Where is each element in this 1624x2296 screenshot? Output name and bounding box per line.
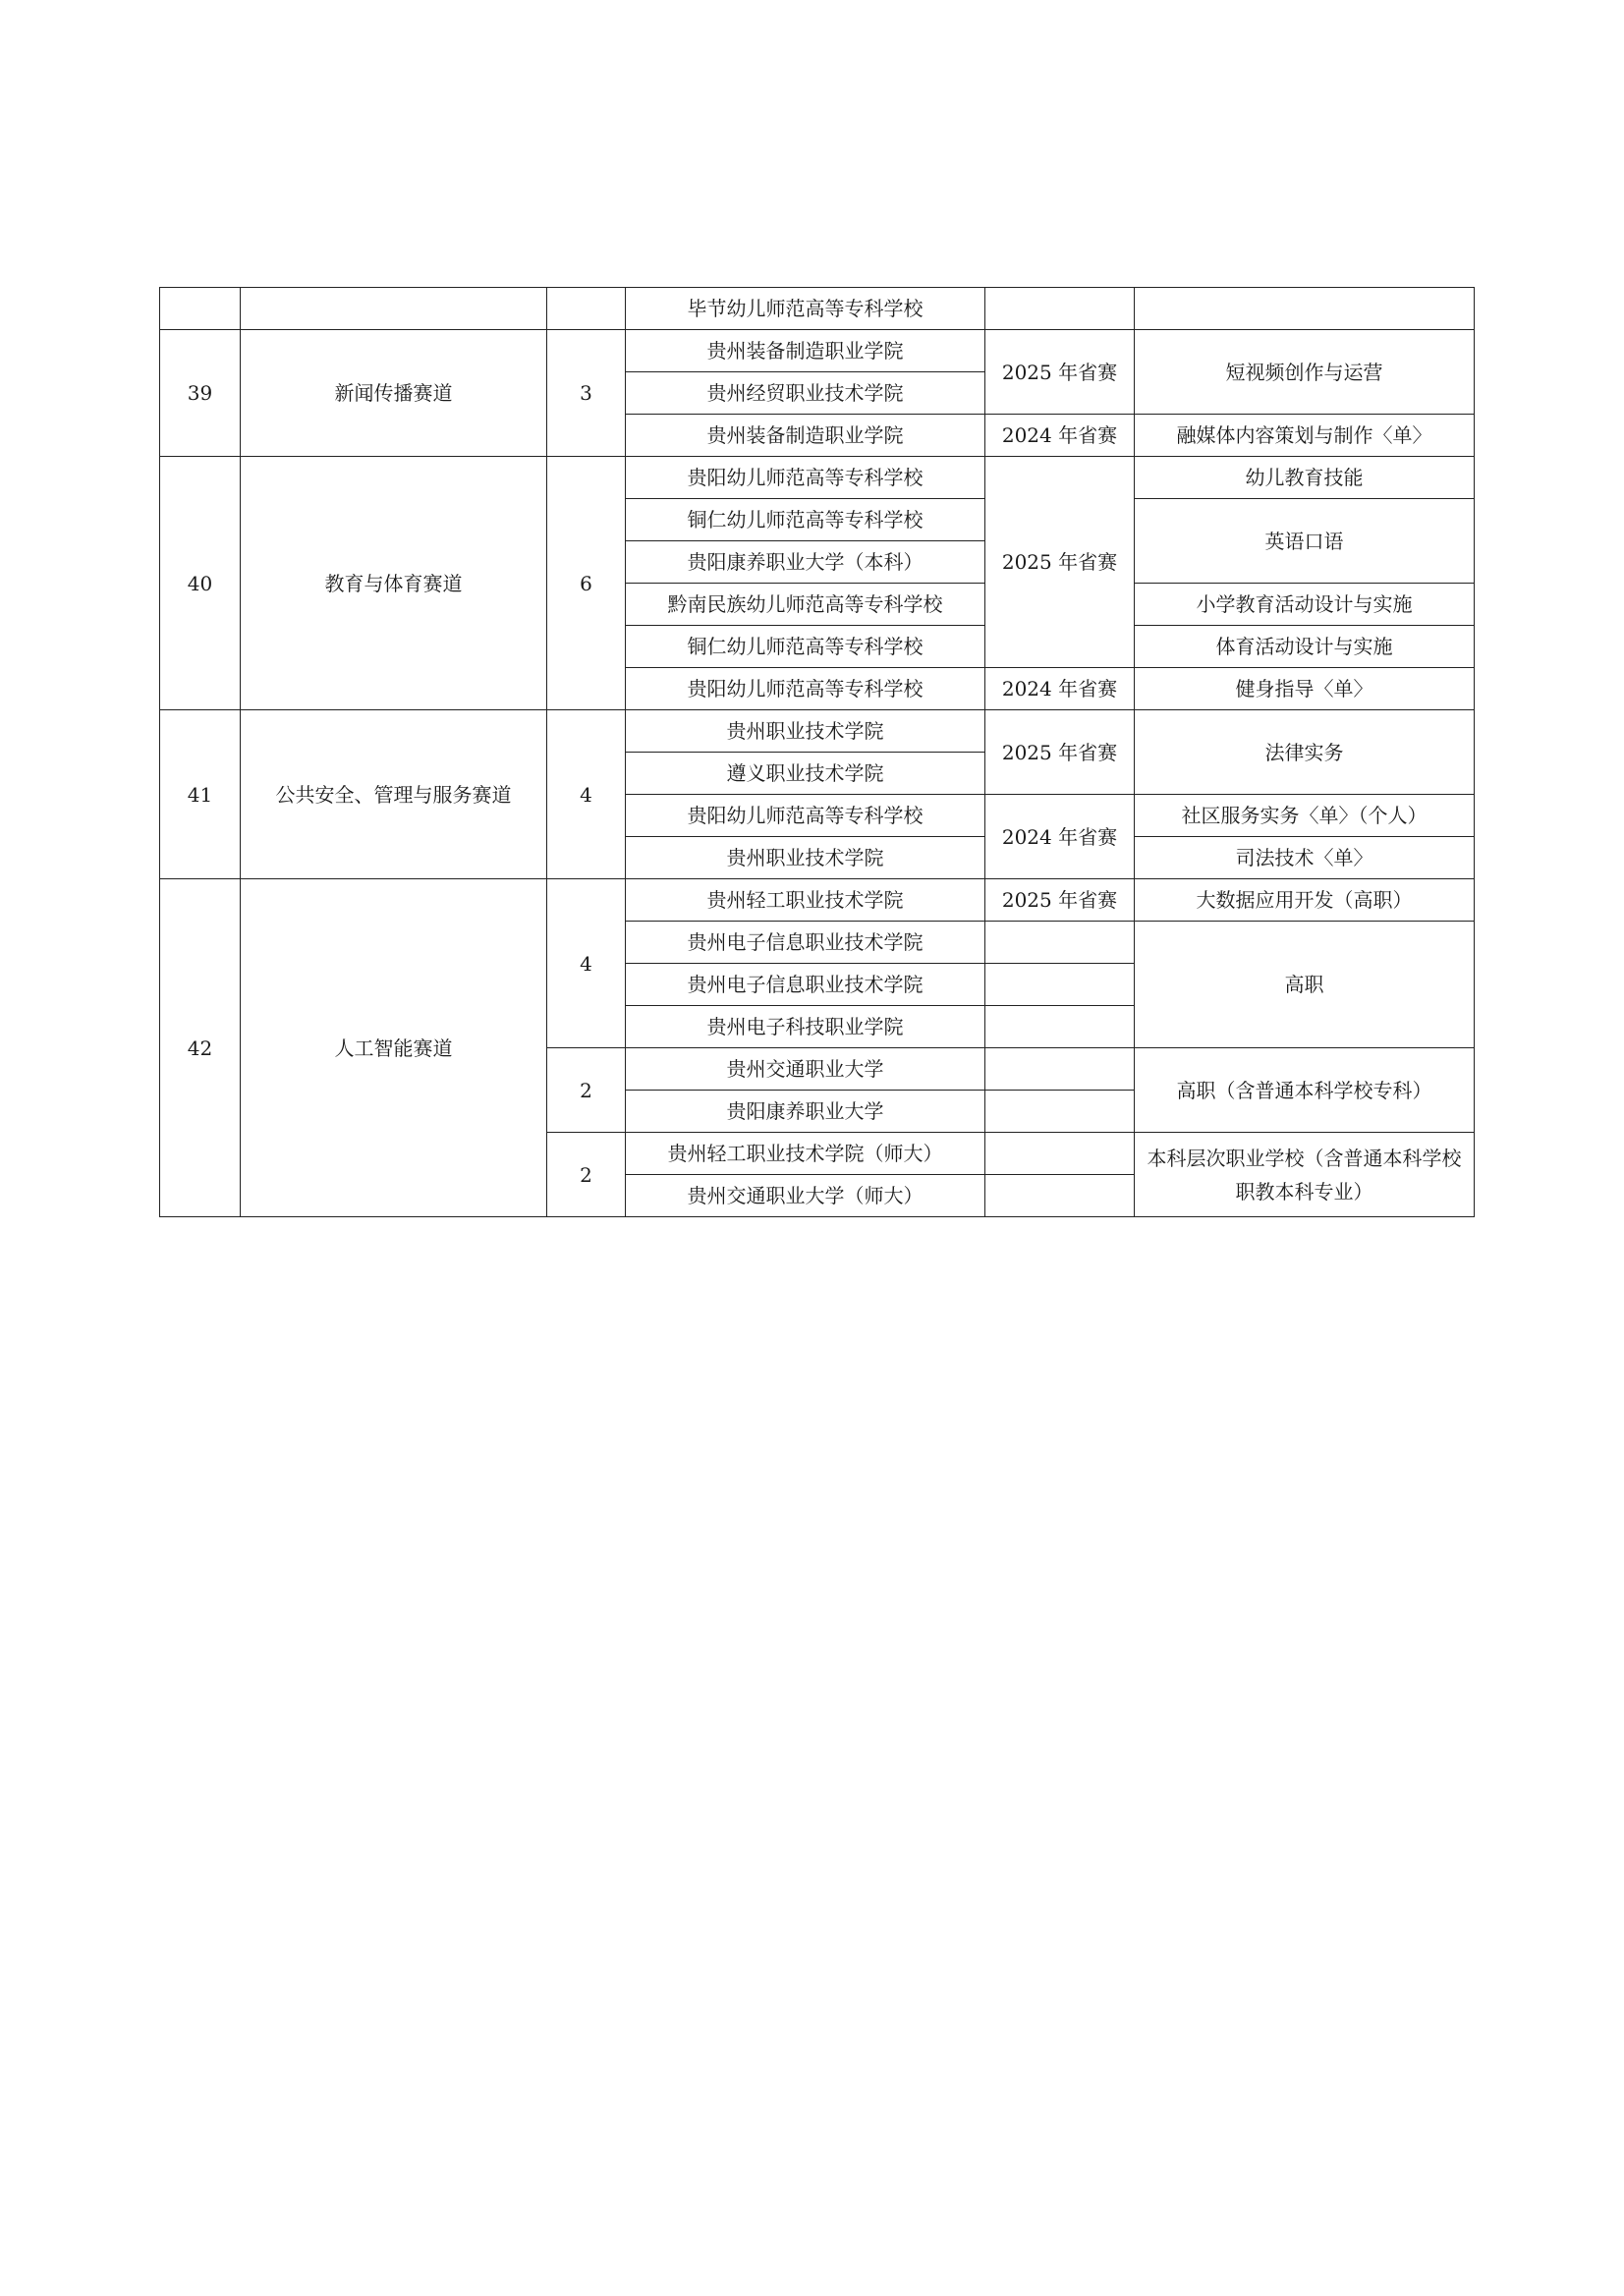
source-cell: 2025 年省赛	[985, 879, 1135, 922]
school-cell: 贵州装备制造职业学院	[626, 330, 985, 372]
school-cell: 贵州装备制造职业学院	[626, 415, 985, 457]
source-cell: 2025 年省赛	[985, 710, 1135, 795]
school-cell: 贵阳康养职业大学（本科）	[626, 541, 985, 584]
school-cell: 毕节幼儿师范高等专科学校	[626, 288, 985, 330]
source-cell	[985, 1091, 1135, 1133]
track-cell: 教育与体育赛道	[241, 457, 547, 710]
source-cell	[985, 288, 1135, 330]
school-cell: 贵州交通职业大学（师大）	[626, 1175, 985, 1217]
school-cell: 贵阳康养职业大学	[626, 1091, 985, 1133]
event-cell: 大数据应用开发（高职）	[1135, 879, 1475, 922]
school-cell: 贵阳幼儿师范高等专科学校	[626, 668, 985, 710]
event-cell: 小学教育活动设计与实施	[1135, 584, 1475, 626]
table-row	[160, 457, 1475, 499]
event-cell: 幼儿教育技能	[1135, 457, 1475, 499]
source-cell	[985, 1133, 1135, 1175]
number-cell: 42	[160, 879, 241, 1217]
event-cell: 高职（含普通本科学校专科）	[1135, 1048, 1475, 1133]
event-cell: 英语口语	[1135, 499, 1475, 584]
school-cell: 黔南民族幼儿师范高等专科学校	[626, 584, 985, 626]
table-row	[160, 288, 1475, 330]
count-cell: 4	[547, 879, 626, 1048]
number-cell: 40	[160, 457, 241, 710]
school-cell: 贵州电子信息职业技术学院	[626, 922, 985, 964]
school-cell: 贵州电子信息职业技术学院	[626, 964, 985, 1006]
school-cell: 贵州职业技术学院	[626, 837, 985, 879]
event-cell: 司法技术〈单〉	[1135, 837, 1475, 879]
number-cell: 41	[160, 710, 241, 879]
source-cell	[985, 1175, 1135, 1217]
event-cell: 高职	[1135, 922, 1475, 1048]
event-cell: 社区服务实务〈单〉（个人）	[1135, 795, 1475, 837]
school-cell: 遵义职业技术学院	[626, 753, 985, 795]
event-cell: 短视频创作与运营	[1135, 330, 1475, 415]
table-row	[160, 710, 1475, 753]
event-cell: 融媒体内容策划与制作〈单〉	[1135, 415, 1475, 457]
source-cell	[985, 922, 1135, 964]
school-cell: 铜仁幼儿师范高等专科学校	[626, 626, 985, 668]
track-cell: 公共安全、管理与服务赛道	[241, 710, 547, 879]
source-cell: 2024 年省赛	[985, 795, 1135, 879]
table-row	[160, 879, 1475, 922]
track-cell	[241, 288, 547, 330]
source-cell	[985, 1006, 1135, 1048]
count-cell: 6	[547, 457, 626, 710]
count-cell: 3	[547, 330, 626, 457]
school-cell: 贵阳幼儿师范高等专科学校	[626, 795, 985, 837]
source-cell: 2025 年省赛	[985, 330, 1135, 415]
count-cell: 2	[547, 1133, 626, 1217]
school-cell: 贵州交通职业大学	[626, 1048, 985, 1091]
number-cell	[160, 288, 241, 330]
track-cell: 新闻传播赛道	[241, 330, 547, 457]
number-cell: 39	[160, 330, 241, 457]
event-cell: 体育活动设计与实施	[1135, 626, 1475, 668]
school-cell: 贵州轻工职业技术学院（师大）	[626, 1133, 985, 1175]
source-cell: 2024 年省赛	[985, 415, 1135, 457]
table-row	[160, 330, 1475, 372]
source-cell: 2024 年省赛	[985, 668, 1135, 710]
event-cell: 本科层次职业学校（含普通本科学校职教本科专业）	[1135, 1133, 1475, 1217]
count-cell	[547, 288, 626, 330]
school-cell: 贵州职业技术学院	[626, 710, 985, 753]
source-cell	[985, 964, 1135, 1006]
source-cell	[985, 1048, 1135, 1091]
award-table	[159, 287, 1475, 1217]
school-cell: 贵州电子科技职业学院	[626, 1006, 985, 1048]
school-cell: 铜仁幼儿师范高等专科学校	[626, 499, 985, 541]
school-cell: 贵阳幼儿师范高等专科学校	[626, 457, 985, 499]
event-cell: 法律实务	[1135, 710, 1475, 795]
event-cell: 健身指导〈单〉	[1135, 668, 1475, 710]
school-cell: 贵州轻工职业技术学院	[626, 879, 985, 922]
track-cell: 人工智能赛道	[241, 879, 547, 1217]
source-cell: 2025 年省赛	[985, 457, 1135, 668]
event-cell	[1135, 288, 1475, 330]
count-cell: 2	[547, 1048, 626, 1133]
school-cell: 贵州经贸职业技术学院	[626, 372, 985, 415]
count-cell: 4	[547, 710, 626, 879]
